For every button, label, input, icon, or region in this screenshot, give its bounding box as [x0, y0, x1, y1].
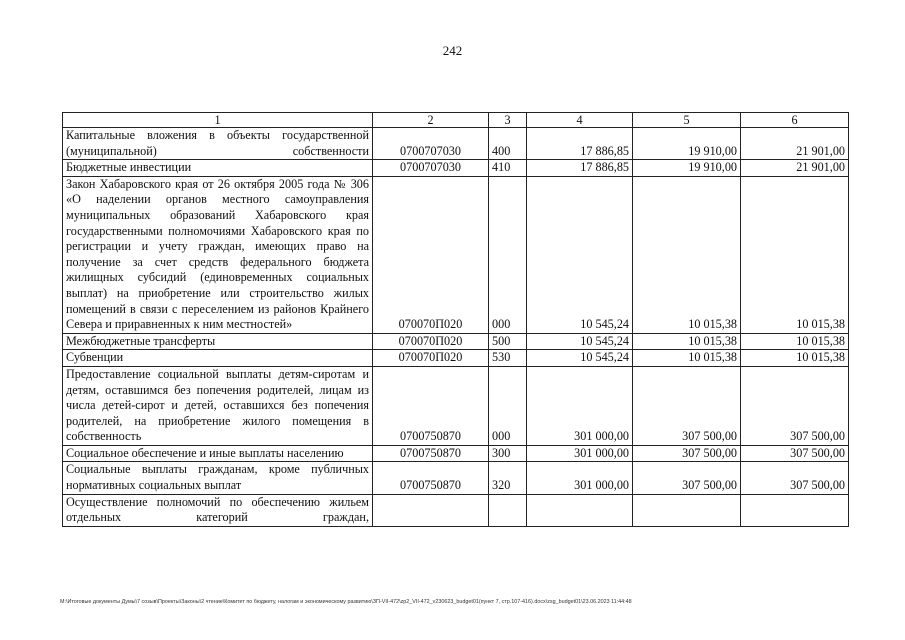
expense-type-code: 000 — [489, 366, 527, 445]
amount-col-5: 307 500,00 — [633, 366, 741, 445]
target-article-code — [373, 494, 489, 526]
column-header: 6 — [741, 113, 849, 128]
amount-col-4: 10 545,24 — [527, 350, 633, 367]
column-header: 4 — [527, 113, 633, 128]
table-header-row — [63, 113, 849, 128]
amount-col-4: 17 886,85 — [527, 128, 633, 160]
row-description: Закон Хабаровского края от 26 октября 2005 года № 306 «О наделении органов местного самоуправления муниципальных образований Хабаровского края государственными полномочиями Хабаровского края по регистрации и учету граждан, имеющих право на получение за счет средств федерального бюджета жилищных субсидий (единовременных социальных выплат) на приобретение или строительство жилых помещений в связи с переселением из районов Крайнего Севера и приравненных к ним местностей» — [63, 176, 373, 333]
amount-col-5: 10 015,38 — [633, 350, 741, 367]
target-article-code: 070070П020 — [373, 350, 489, 367]
page-number: 242 — [442, 43, 463, 58]
row-description: Бюджетные инвестиции — [63, 160, 373, 177]
amount-col-5: 19 910,00 — [633, 128, 741, 160]
column-header: 2 — [373, 113, 489, 128]
amount-col-5: 307 500,00 — [633, 462, 741, 494]
expense-type-code: 300 — [489, 445, 527, 462]
amount-col-4: 301 000,00 — [527, 462, 633, 494]
target-article-code: 0700750870 — [373, 366, 489, 445]
amount-col-6: 307 500,00 — [741, 366, 849, 445]
amount-col-4: 17 886,85 — [527, 160, 633, 177]
expense-type-code: 530 — [489, 350, 527, 367]
row-description: Субвенции — [63, 350, 373, 367]
row-description: Предоставление социальной выплаты детям-сиротам и детям, оставшимся без попечения родителей, лицам из числа детей-сирот и детей, оставшихся без попечения родителей, на приобретение жилого помещения в собственность — [63, 366, 373, 445]
document-file-path: M:\Итоговые документы Думы\7 созыв\Проекты\Законы\2 чтение\Комитет по бюджету, налогам и экономическому развитию\ЗП-VII-472\zp2_VII-472_v230623_budget01(пункт 7, стр.107-416).docx\zsg_budget01\23.06.2023 11:44:48 — [60, 599, 632, 605]
amount-col-4: 10 545,24 — [527, 176, 633, 333]
amount-col-5: 19 910,00 — [633, 160, 741, 177]
target-article-code: 0700707030 — [373, 160, 489, 177]
table-row — [63, 350, 849, 367]
amount-col-4: 301 000,00 — [527, 445, 633, 462]
column-header: 3 — [489, 113, 527, 128]
amount-col-5: 10 015,38 — [633, 333, 741, 350]
amount-col-6: 10 015,38 — [741, 333, 849, 350]
expense-type-code: 000 — [489, 176, 527, 333]
table-row — [63, 445, 849, 462]
target-article-code: 070070П020 — [373, 176, 489, 333]
expense-type-code: 410 — [489, 160, 527, 177]
amount-col-4: 301 000,00 — [527, 366, 633, 445]
target-article-code: 070070П020 — [373, 333, 489, 350]
amount-col-4 — [527, 494, 633, 526]
table-row — [63, 494, 849, 526]
table-row — [63, 128, 849, 160]
amount-col-6: 10 015,38 — [741, 176, 849, 333]
column-header: 1 — [63, 113, 373, 128]
expense-type-code — [489, 494, 527, 526]
amount-col-5: 307 500,00 — [633, 445, 741, 462]
amount-col-6: 21 901,00 — [741, 128, 849, 160]
budget-table — [62, 112, 849, 527]
table-row — [63, 462, 849, 494]
row-description: Капитальные вложения в объекты государственной (муниципальной) собственности — [63, 128, 373, 160]
table-row — [63, 366, 849, 445]
table-row — [63, 333, 849, 350]
target-article-code: 0700707030 — [373, 128, 489, 160]
amount-col-6: 10 015,38 — [741, 350, 849, 367]
table-row — [63, 176, 849, 333]
amount-col-6 — [741, 494, 849, 526]
table-row — [63, 160, 849, 177]
amount-col-6: 307 500,00 — [741, 445, 849, 462]
expense-type-code: 320 — [489, 462, 527, 494]
amount-col-6: 21 901,00 — [741, 160, 849, 177]
column-header: 5 — [633, 113, 741, 128]
expense-type-code: 400 — [489, 128, 527, 160]
row-description: Социальное обеспечение и иные выплаты населению — [63, 445, 373, 462]
row-description: Межбюджетные трансферты — [63, 333, 373, 350]
expense-type-code: 500 — [489, 333, 527, 350]
amount-col-6: 307 500,00 — [741, 462, 849, 494]
row-description: Осуществление полномочий по обеспечению жильем отдельных категорий граждан, — [63, 494, 373, 526]
amount-col-4: 10 545,24 — [527, 333, 633, 350]
amount-col-5 — [633, 494, 741, 526]
amount-col-5: 10 015,38 — [633, 176, 741, 333]
target-article-code: 0700750870 — [373, 462, 489, 494]
target-article-code: 0700750870 — [373, 445, 489, 462]
row-description: Социальные выплаты гражданам, кроме публичных нормативных социальных выплат — [63, 462, 373, 494]
